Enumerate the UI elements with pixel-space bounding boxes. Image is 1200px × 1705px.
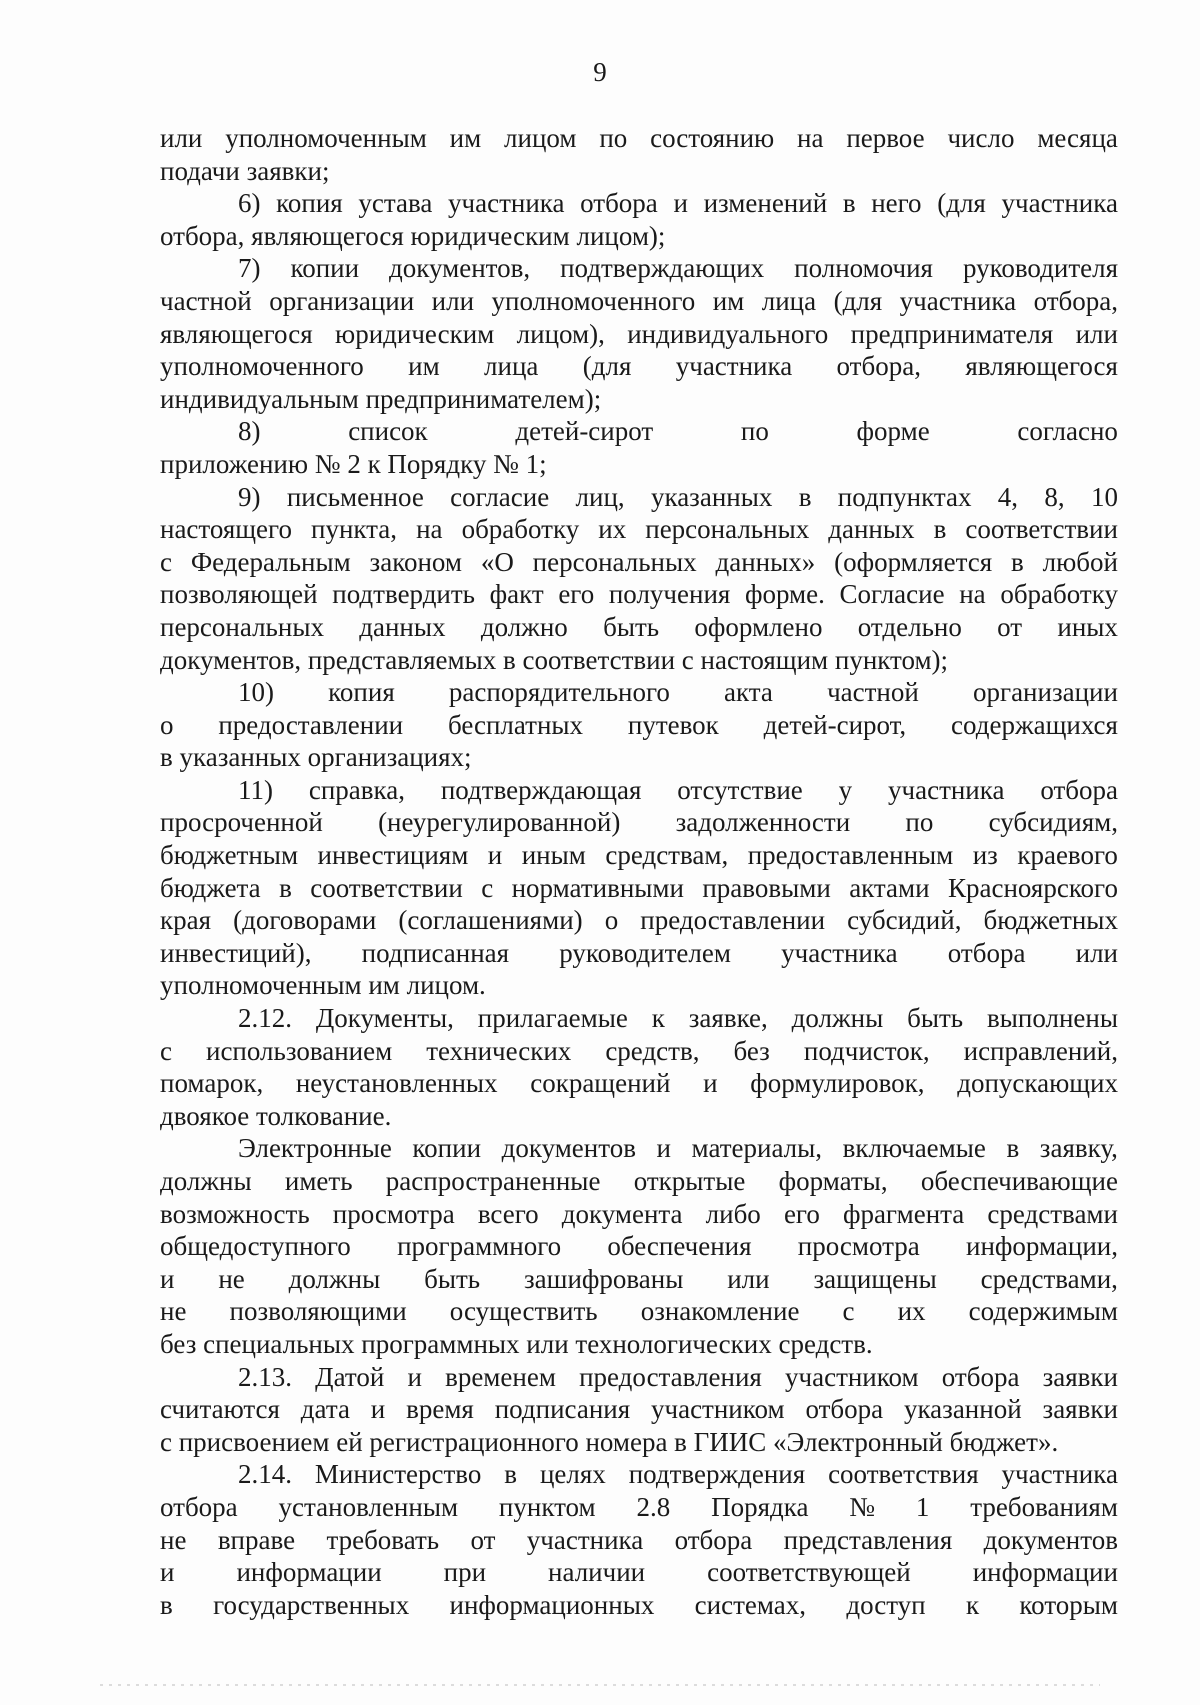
text-line: 6) копия устава участника отбора и изменений в него (для участника: [238, 188, 1118, 219]
text-line: не вправе требовать от участника отбора представления документов: [160, 1524, 1118, 1555]
text-line: частной организации или уполномоченного им лица (для участника отбора,: [160, 285, 1118, 316]
document-body: [160, 122, 1118, 1621]
text-line: считаются дата и время подписания участником отбора указанной заявки: [160, 1394, 1118, 1425]
text-line: в указанных организациях;: [160, 742, 472, 773]
text-line: о предоставлении бесплатных путевок детей-сирот, содержащихся: [160, 709, 1118, 740]
text-line: отбора установленным пунктом 2.8 Порядка № 1 требованиям: [160, 1491, 1118, 1522]
text-line: 11) справка, подтверждающая отсутствие у участника отбора: [238, 774, 1118, 805]
page-number: 9: [593, 57, 607, 87]
text-line: инвестиций), подписанная руководителем участника отбора или: [160, 937, 1118, 968]
text-line: без специальных программных или технологических средств.: [160, 1328, 873, 1359]
text-line: 10) копия распорядительного акта частной организации: [238, 677, 1118, 708]
text-line: помарок, неустановленных сокращений и формулировок, допускающих: [160, 1068, 1118, 1099]
text-line: приложению № 2 к Порядку № 1;: [160, 448, 547, 479]
text-line: 2.12. Документы, прилагаемые к заявке, должны быть выполнены: [238, 1003, 1118, 1034]
text-line: бюджета в соответствии с нормативными правовыми актами Красноярского: [160, 872, 1118, 903]
text-line: просроченной (неурегулированной) задолженности по субсидиям,: [160, 807, 1118, 838]
text-line: 2.13. Датой и временем предоставления участником отбора заявки: [238, 1361, 1118, 1392]
text-line: подачи заявки;: [160, 155, 330, 186]
scan-edge-noise: [100, 1684, 1100, 1686]
text-line: или уполномоченным им лицом по состоянию на первое число месяца: [160, 123, 1118, 153]
text-line: отбора, являющегося юридическим лицом);: [160, 220, 666, 251]
text-line: 2.14. Министерство в целях подтверждения соответствия участника: [238, 1459, 1118, 1490]
text-line: персональных данных должно быть оформлено отдельно от иных: [160, 611, 1118, 642]
text-line: уполномоченным им лицом.: [160, 970, 486, 1001]
text-line: не позволяющими осуществить ознакомление с их содержимым: [160, 1296, 1118, 1327]
text-line: края (договорами (соглашениями) о предоставлении субсидий, бюджетных: [160, 905, 1118, 936]
text-line: настоящего пункта, на обработку их персональных данных в соответствии: [160, 514, 1118, 545]
text-line: уполномоченного им лица (для участника отбора, являющегося: [160, 351, 1118, 382]
text-line: являющегося юридическим лицом), индивидуального предпринимателя или: [160, 318, 1118, 349]
text-line: и информации при наличии соответствующей информации: [160, 1557, 1118, 1588]
text-line: с Федеральным законом «О персональных данных» (оформляется в любой: [160, 546, 1118, 577]
text-line: бюджетным инвестициям и иным средствам, предоставленным из краевого: [160, 840, 1118, 871]
text-line: 8) список детей-сирот по форме согласно: [238, 416, 1118, 447]
text-line: с присвоением ей регистрационного номера в ГИИС «Электронный бюджет».: [160, 1426, 1059, 1457]
text-line: 9) письменное согласие лиц, указанных в подпунктах 4, 8, 10: [238, 481, 1118, 512]
text-line: общедоступного программного обеспечения просмотра информации,: [160, 1231, 1118, 1262]
text-line: документов, представляемых в соответствии с настоящим пунктом);: [160, 644, 949, 675]
text-line: возможность просмотра всего документа либо его фрагмента средствами: [160, 1198, 1118, 1229]
text-line: позволяющей подтвердить факт его получения форме. Согласие на обработку: [160, 579, 1118, 610]
text-line: с использованием технических средств, без подчисток, исправлений,: [160, 1035, 1118, 1066]
text-line: и не должны быть зашифрованы или защищены средствами,: [160, 1263, 1118, 1294]
text-line: в государственных информационных системах, доступ к которым: [160, 1589, 1118, 1620]
text-line: индивидуальным предпринимателем);: [160, 383, 602, 414]
text-line: двоякое толкование.: [160, 1100, 392, 1131]
text-line: должны иметь распространенные открытые форматы, обеспечивающие: [160, 1166, 1118, 1196]
text-line: 7) копии документов, подтверждающих полномочия руководителя: [238, 253, 1118, 284]
text-line: Электронные копии документов и материалы, включаемые в заявку,: [238, 1133, 1118, 1164]
